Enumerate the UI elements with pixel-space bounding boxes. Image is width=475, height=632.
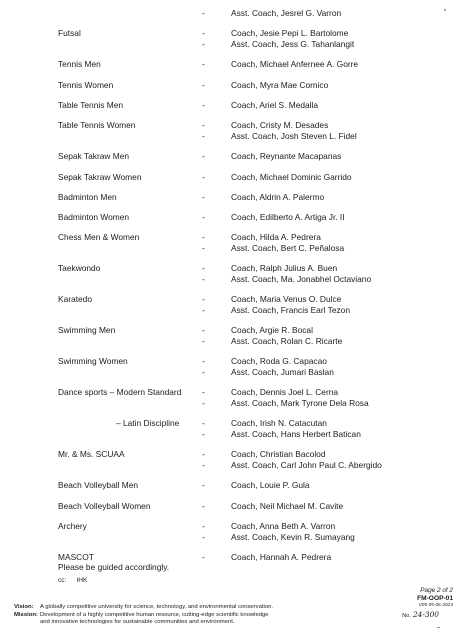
form-version: V05 05-06-2024 bbox=[418, 603, 453, 608]
dash-separator: - bbox=[202, 38, 205, 49]
dash-separator: - bbox=[202, 59, 205, 70]
coach-name: Asst. Coach, Rolan C. Ricarte bbox=[231, 336, 343, 347]
form-number-label: No. bbox=[402, 613, 411, 619]
sport-name: Chess Men & Women bbox=[58, 232, 140, 243]
dash-separator: - bbox=[202, 79, 205, 90]
roster-entry bbox=[0, 151, 475, 162]
coach-name: Asst. Coach, Carl John Paul C. Abergido bbox=[231, 460, 382, 471]
dash-separator: - bbox=[202, 552, 205, 562]
roster-entry bbox=[0, 356, 475, 377]
roster-entry bbox=[0, 325, 475, 346]
cc-line bbox=[58, 577, 87, 585]
roster-entry bbox=[0, 59, 475, 70]
sport-name: Karatedo bbox=[58, 294, 92, 305]
dash-separator: - bbox=[202, 449, 205, 460]
dash-separator: - bbox=[202, 263, 205, 274]
dash-separator: - bbox=[202, 356, 205, 367]
coach-name: Coach, Jesie Pepi L. Bartolome bbox=[231, 28, 349, 39]
dash-separator: - bbox=[202, 274, 205, 285]
dash-separator: - bbox=[202, 232, 205, 243]
coach-name: Coach, Michael Anfernee A. Gorre bbox=[231, 59, 359, 70]
coach-name: Coach, Cristy M. Desades bbox=[231, 120, 329, 131]
dash-separator: - bbox=[202, 336, 205, 347]
roster-entry bbox=[0, 192, 475, 203]
roster-entry bbox=[0, 387, 475, 408]
form-code: FM-OOP-01 bbox=[417, 595, 453, 602]
scan-speck bbox=[437, 627, 440, 628]
coach-name: Coach, Hannah A. Pedrera bbox=[231, 552, 332, 562]
coach-name: Coach, Maria Venus O. Dulce bbox=[231, 294, 342, 305]
scan-speck bbox=[444, 9, 446, 11]
roster-entry bbox=[0, 449, 475, 470]
coach-name: Asst. Coach, Ma. Jonabhel Octaviano bbox=[231, 274, 372, 285]
sport-name: Beach Volleyball Women bbox=[58, 500, 151, 511]
dash-separator: - bbox=[202, 367, 205, 378]
sport-name: Sepak Takraw Women bbox=[58, 171, 142, 182]
coach-name: Coach, Neil Michael M. Cavite bbox=[231, 500, 344, 511]
coach-name: Asst. Coach, Hans Herbert Batican bbox=[231, 429, 361, 440]
dash-separator: - bbox=[202, 212, 205, 223]
coach-name: Asst. Coach, Mark Tyrone Dela Rosa bbox=[231, 398, 369, 409]
mission-text-line2: and innovative technologies for sustainable communities and environment. bbox=[40, 619, 235, 626]
coach-name: Coach, Aldrin A. Palermo bbox=[231, 191, 325, 202]
coach-name: Coach, Ralph Julius A. Buen bbox=[231, 263, 338, 274]
sport-name: Sepak Takraw Men bbox=[58, 151, 130, 162]
dash-separator: - bbox=[202, 294, 205, 305]
sport-name: Badminton Men bbox=[58, 191, 117, 202]
roster-entry bbox=[0, 172, 475, 183]
roster-entry bbox=[0, 501, 475, 512]
sport-name: Swimming Women bbox=[58, 356, 128, 367]
sport-name: Tennis Women bbox=[58, 79, 114, 90]
coach-name: Coach, Roda G. Capacao bbox=[231, 356, 327, 367]
sport-name: Table Tennis Women bbox=[58, 120, 136, 131]
dash-separator: - bbox=[202, 28, 205, 39]
form-number bbox=[402, 611, 439, 620]
sport-name: Beach Volleyball Men bbox=[58, 480, 139, 491]
dash-separator: - bbox=[202, 325, 205, 336]
sport-name: Dance sports – Modern Standard bbox=[58, 387, 182, 398]
coach-name: Coach, Louie P. Gula bbox=[231, 480, 310, 491]
roster-entry bbox=[0, 480, 475, 491]
roster-entry bbox=[0, 28, 475, 49]
coach-name: Coach, Irish N. Catacutan bbox=[231, 418, 327, 429]
vision-mission-block bbox=[14, 604, 384, 627]
sport-name: Archery bbox=[58, 521, 87, 531]
dash-separator: - bbox=[202, 243, 205, 254]
coach-name: Coach, Dennis Joel L. Cerna bbox=[231, 387, 339, 398]
cc-label: cc: bbox=[58, 577, 67, 584]
mission-label: Mission: bbox=[14, 611, 38, 618]
coach-name: Asst. Coach, Josh Steven L. Fidel bbox=[231, 130, 357, 141]
coach-name: Coach, Ariel S. Medalla bbox=[231, 99, 319, 110]
dash-separator: - bbox=[202, 480, 205, 491]
coach-name: Coach, Hilda A. Pedrera bbox=[231, 232, 321, 243]
form-number-value: 24-300 bbox=[412, 610, 439, 619]
roster-entry bbox=[0, 294, 475, 315]
sport-name: Tennis Men bbox=[58, 59, 101, 70]
coach-name: Coach, Myra Mae Cornico bbox=[231, 79, 329, 90]
roster-entry bbox=[0, 100, 475, 111]
coach-name: Asst. Coach, Jumari Baslan bbox=[231, 367, 334, 378]
coach-name: Coach, Anna Beth A. Varron bbox=[231, 521, 336, 531]
coach-name: Asst. Coach, Kevin R. Sumayang bbox=[231, 531, 355, 542]
roster-entry bbox=[0, 232, 475, 253]
dash-separator: - bbox=[202, 171, 205, 182]
vision-text: A globally competitive university for science, technology, and environmental conservation. bbox=[40, 604, 274, 610]
sport-name: Swimming Men bbox=[58, 325, 116, 336]
sport-name: MASCOT bbox=[58, 552, 94, 562]
roster-entry bbox=[0, 521, 475, 542]
dash-separator: - bbox=[202, 305, 205, 316]
coach-name: Coach, Edilberto A. Artiga Jr. II bbox=[231, 212, 345, 223]
dash-separator: - bbox=[202, 500, 205, 511]
dash-separator: - bbox=[202, 460, 205, 471]
coach-name: Coach, Argie R. Bocal bbox=[231, 325, 313, 336]
coach-name: Asst. Coach, Bert C. Peñalosa bbox=[231, 243, 345, 254]
dash-separator: - bbox=[202, 398, 205, 409]
cc-value: IHK bbox=[76, 577, 88, 584]
roster-entry bbox=[0, 120, 475, 141]
dash-separator: - bbox=[202, 531, 205, 542]
coach-name: Coach, Christian Bacolod bbox=[231, 449, 326, 460]
coach-name: Asst. Coach, Jess G. Tahanlangit bbox=[231, 38, 355, 49]
roster-entry bbox=[0, 80, 475, 91]
dash-separator: - bbox=[202, 130, 205, 141]
coach-name: Coach, Reynante Macapanas bbox=[231, 151, 342, 162]
dash-separator: - bbox=[202, 521, 205, 531]
dash-separator: - bbox=[202, 191, 205, 202]
roster-entry bbox=[0, 8, 475, 19]
sport-name: Taekwondo bbox=[58, 263, 101, 274]
coach-name: Asst. Coach, Jesrel G. Varron bbox=[231, 8, 342, 18]
closing-line: Please be guided accordingly. bbox=[58, 562, 170, 572]
vision-label: Vision: bbox=[14, 604, 34, 610]
coach-name: Coach, Michael Dominic Garrido bbox=[231, 171, 352, 182]
page-number: Page 2 of 2 bbox=[420, 587, 453, 594]
roster-entry bbox=[0, 212, 475, 223]
coach-name: Asst. Coach, Francis Earl Tezon bbox=[231, 305, 351, 316]
sport-name: – Latin Discipline bbox=[116, 418, 180, 429]
roster-entry bbox=[0, 263, 475, 284]
dash-separator: - bbox=[202, 429, 205, 440]
mission-text-line1: Development of a highly competitive human resource, cutting-edge scientific knowledge bbox=[40, 611, 269, 618]
sport-name: Mr. & Ms. SCUAA bbox=[58, 449, 125, 460]
dash-separator: - bbox=[202, 151, 205, 162]
sport-name: Futsal bbox=[58, 28, 81, 39]
sport-name: Badminton Women bbox=[58, 212, 130, 223]
dash-separator: - bbox=[202, 99, 205, 110]
dash-separator: - bbox=[202, 8, 205, 18]
dash-separator: - bbox=[202, 120, 205, 131]
sport-name: Table Tennis Men bbox=[58, 99, 124, 110]
dash-separator: - bbox=[202, 387, 205, 398]
roster-entry bbox=[0, 418, 475, 439]
dash-separator: - bbox=[202, 418, 205, 429]
